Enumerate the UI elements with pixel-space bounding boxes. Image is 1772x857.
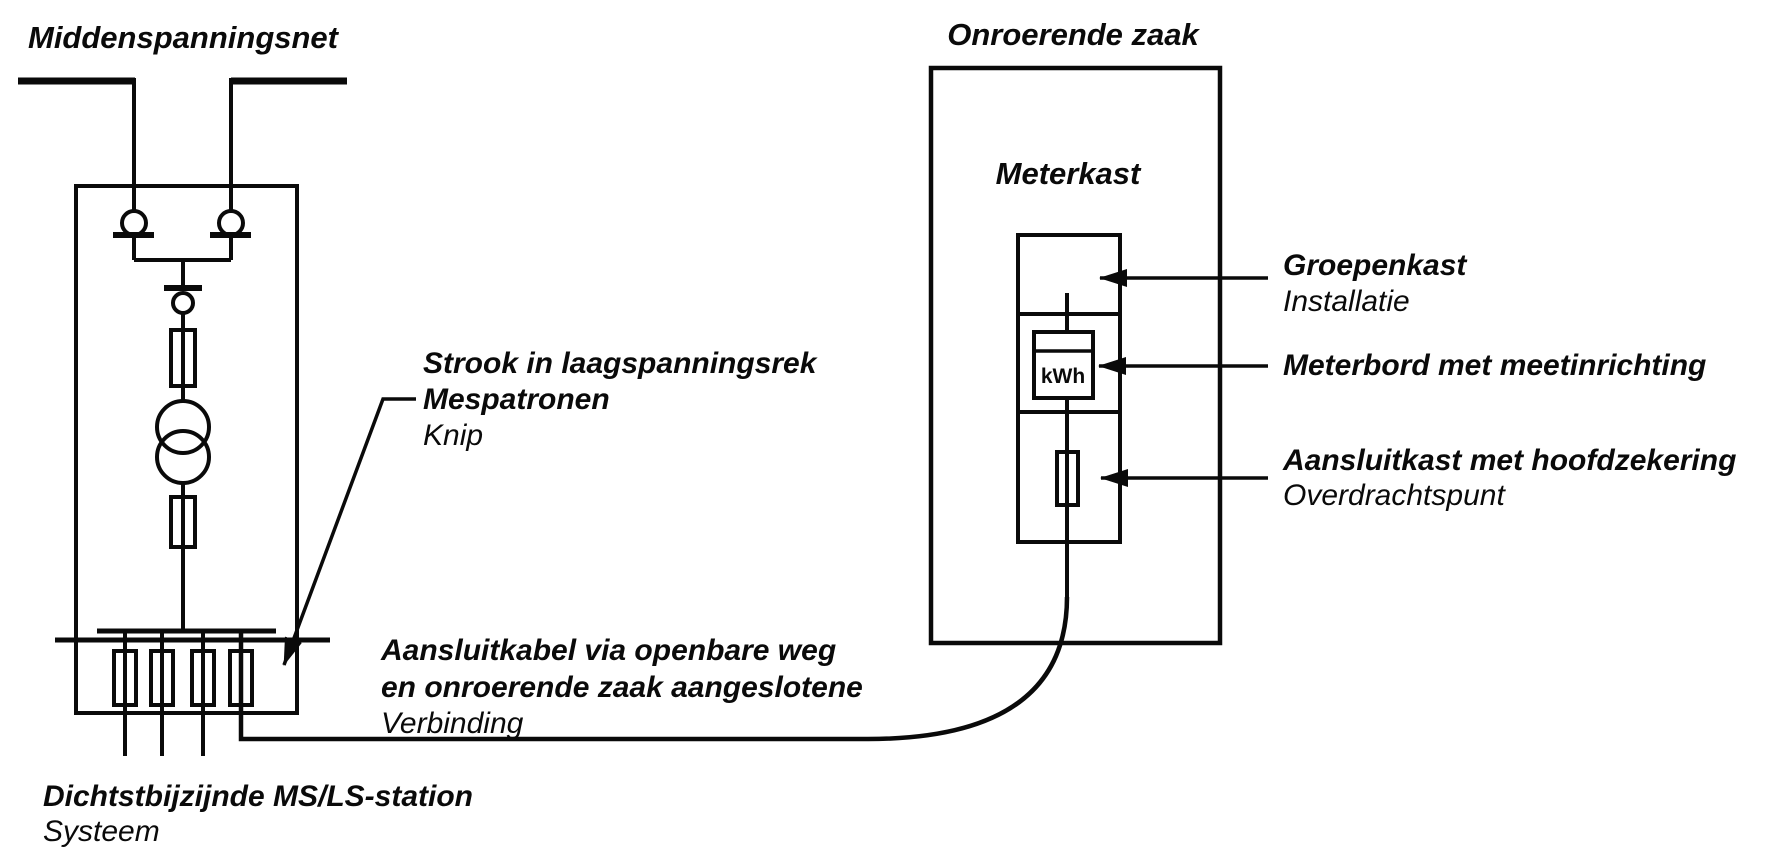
property-box	[931, 68, 1220, 643]
transformer-secondary-circle	[157, 431, 209, 483]
aansluitkast-line1: Aansluitkast met hoofdzekering	[1283, 444, 1737, 477]
cable-line1: Aansluitkabel via openbare weg	[381, 634, 837, 667]
kwh-meter-label: kWh	[1040, 365, 1086, 388]
groepenkast-line2: Installatie	[1283, 285, 1410, 318]
switch-right-icon	[210, 211, 251, 260]
groepenkast-line1: Groepenkast	[1283, 249, 1467, 282]
aansluitkast-label	[1282, 444, 1736, 512]
meterbord-label: Meterbord met meetinrichting	[1283, 349, 1707, 382]
strook-line1: Strook in laagspanningsrek	[423, 347, 817, 380]
cable-line2: en onroerende zaak aangeslotene	[381, 671, 863, 704]
kwh-meter-icon	[1034, 332, 1093, 398]
strook-line3: Knip	[423, 419, 484, 452]
knip-leader-line	[284, 399, 416, 665]
transformer-primary-circle	[157, 401, 209, 453]
station-line2: Systeem	[43, 815, 160, 848]
connection-cable	[241, 597, 1067, 739]
coupler-switch-icon	[164, 288, 202, 313]
station-box	[76, 186, 297, 713]
switch-circle	[219, 211, 243, 235]
switch-circle	[122, 211, 146, 235]
meterkast-title: Meterkast	[995, 156, 1141, 191]
mv-network-title: Middenspanningsnet	[28, 20, 338, 55]
aansluitkast-line2: Overdrachtspunt	[1283, 479, 1505, 512]
transformer-icon	[157, 401, 209, 483]
switch-left-icon	[113, 211, 154, 260]
strook-line2: Mespatronen	[423, 383, 610, 416]
property-title: Onroerende zaak	[947, 17, 1199, 52]
busbar	[55, 631, 330, 640]
groepenkast-label	[1283, 249, 1468, 318]
switch-circle	[173, 293, 193, 313]
station-label	[43, 780, 473, 848]
cable-label	[380, 634, 863, 740]
strook-label	[423, 347, 818, 452]
lv-fuse-strips	[114, 631, 252, 756]
cable-line3: Verbinding	[381, 707, 524, 740]
station-line1: Dichtstbijzijnde MS/LS-station	[43, 780, 474, 813]
